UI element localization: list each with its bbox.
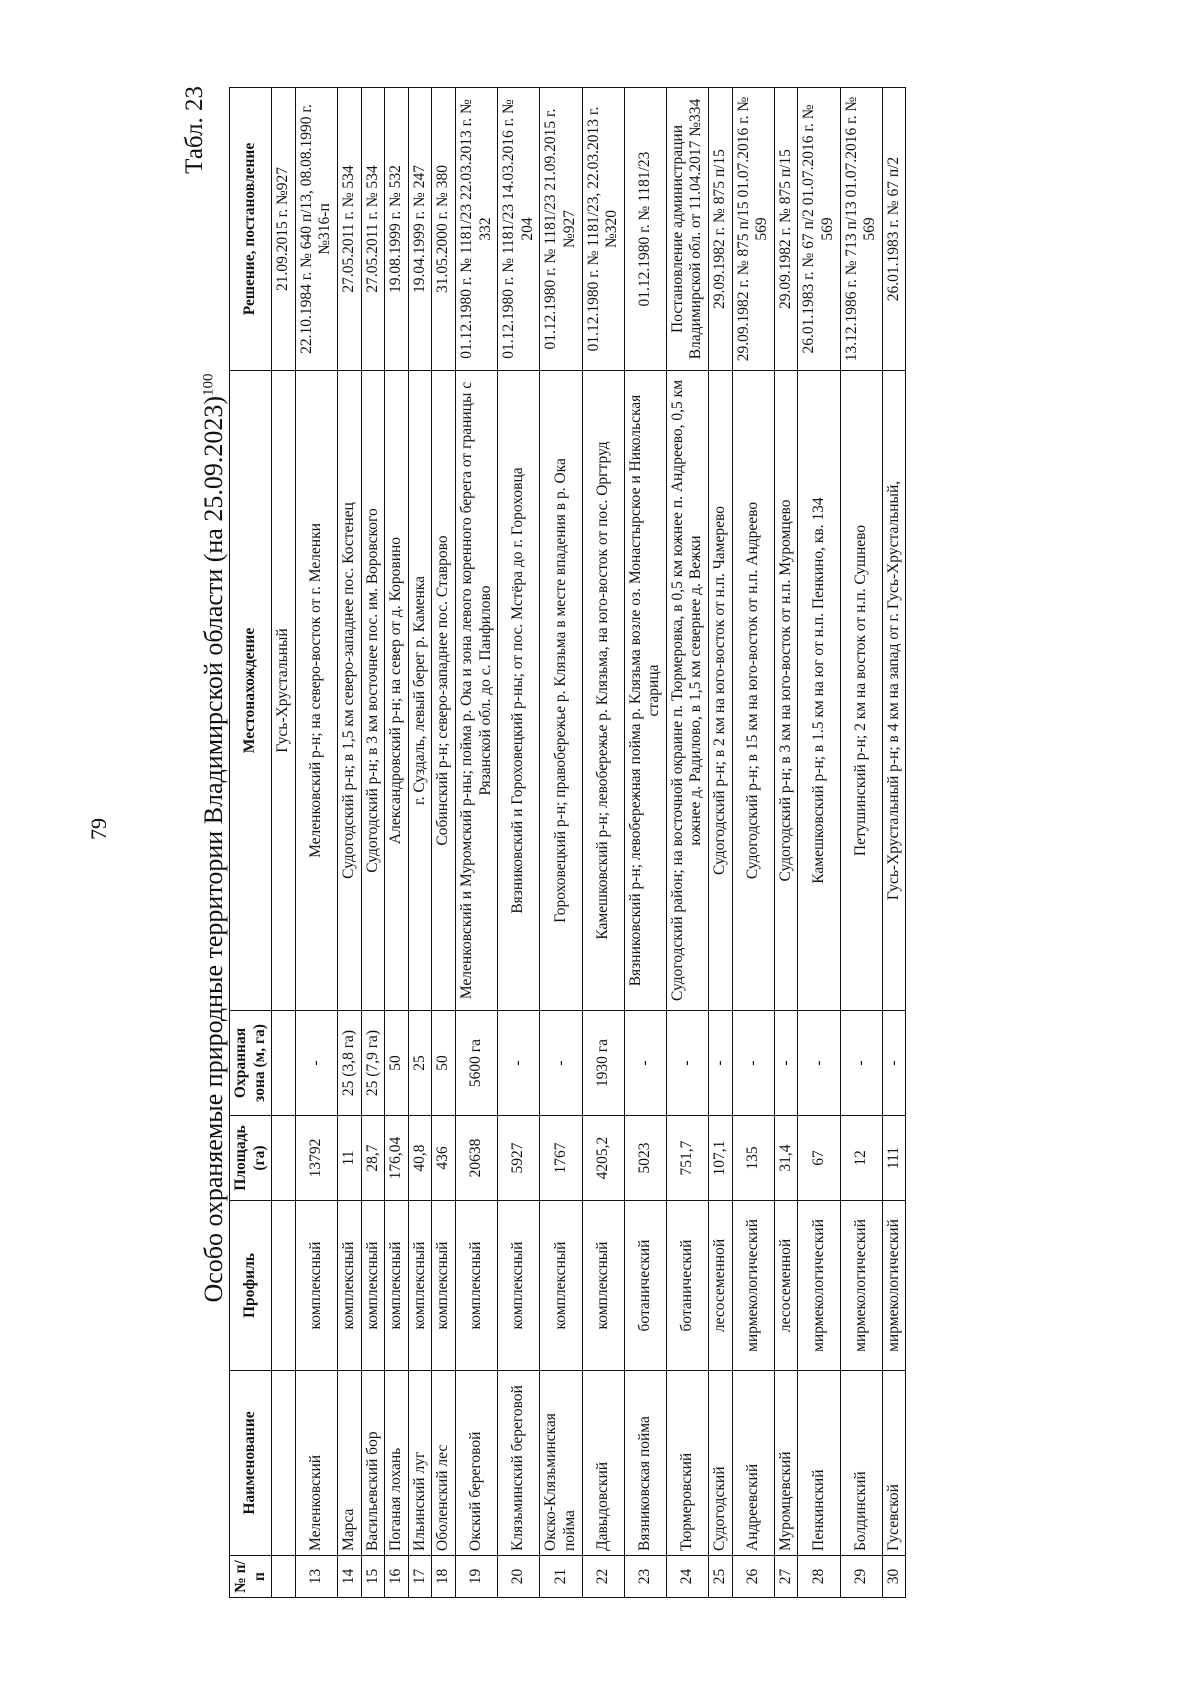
title-footnote-marker: 100: [200, 373, 217, 396]
cell-number: 24: [666, 1556, 708, 1598]
table-row: [624, 88, 666, 1598]
cell-area: 5927: [498, 1116, 540, 1201]
cell-decision: Постановление администрации Владимирской обл. от 11.04.2017 №334: [666, 88, 708, 371]
cell-protection-zone: 50: [432, 1011, 456, 1116]
cell-profile: лесосеменной: [774, 1201, 798, 1371]
cell-decision: 27.05.2011 г. № 534: [337, 88, 361, 371]
cell-protection-zone: -: [882, 1011, 906, 1116]
table-row: [774, 88, 798, 1598]
cell-name: Марса: [337, 1371, 361, 1556]
cell-location: Судогодский район; на восточной окраине п. Тюрмеровка, в 0,5 км южнее п. Андреево, 0,5 км южнее д. Радилово, в 1,5 км севернее д. Вежки: [666, 371, 708, 1011]
cell-profile: ботанический: [666, 1201, 708, 1371]
cell-location: Судогодский р-н; в 1,5 км северо-западнее пос. Костенец: [337, 371, 361, 1011]
cell-profile: комплексный: [432, 1201, 456, 1371]
cell-decision: 13.12.1986 г. № 713 п/13 01.07.2016 г. № 569: [840, 88, 882, 371]
cell-number: 20: [498, 1556, 540, 1598]
cell-location: Судогодский р-н; в 15 км на юго-восток от н.п. Андреево: [732, 371, 774, 1011]
cell-area: 751,7: [666, 1116, 708, 1201]
table-row: [337, 88, 361, 1598]
cell-number: 15: [361, 1556, 385, 1598]
cell-decision: 19.08.1999 г. № 532: [385, 88, 409, 371]
header-area: Площадь (га): [230, 1116, 272, 1201]
cell-area: 4205,2: [582, 1116, 624, 1201]
table-row: [295, 88, 337, 1598]
cell-protection-zone: -: [295, 1011, 337, 1116]
cell-name: Гусевской: [882, 1371, 906, 1556]
cell-name: Судогодский: [709, 1371, 733, 1556]
cell-name: Ильинский луг: [408, 1371, 432, 1556]
cell-area: 40,8: [408, 1116, 432, 1201]
cell-area: 12: [840, 1116, 882, 1201]
cell-name: Пенкинский: [798, 1371, 840, 1556]
cell-profile: комплексный: [582, 1201, 624, 1371]
table-row: [709, 88, 733, 1598]
cell-profile: комплексный: [498, 1201, 540, 1371]
cell-protection-zone: 25 (3,8 га): [337, 1011, 361, 1116]
cell-profile: комплексный: [408, 1201, 432, 1371]
cell-area: 1767: [540, 1116, 582, 1201]
header-profile: Профиль: [230, 1201, 272, 1371]
cell-profile: комплексный: [540, 1201, 582, 1371]
cell-decision: 22.10.1984 г. № 640 п/13, 08.08.1990 г. №316-п: [295, 88, 337, 371]
cell-location: Гороховецкий р-н; правобережье р. Клязьма в месте впадения в р. Ока: [540, 371, 582, 1011]
cell-protection-zone: -: [840, 1011, 882, 1116]
cell-number: 23: [624, 1556, 666, 1598]
page-number: 79: [86, 818, 111, 840]
cell-name: Окско-Клязьминская пойма: [540, 1371, 582, 1556]
cell-area: 13792: [295, 1116, 337, 1201]
cell-area: 11: [337, 1116, 361, 1201]
cell-protection-zone: 25: [408, 1011, 432, 1116]
rotated-table-sheet: [181, 68, 1061, 1608]
cell-number: 18: [432, 1556, 456, 1598]
cell-protection-zone: -: [732, 1011, 774, 1116]
cell-protection-zone: -: [498, 1011, 540, 1116]
cell-name: Окский береговой: [455, 1371, 497, 1556]
table-row: [882, 88, 906, 1598]
cell-profile: мирмекологический: [732, 1201, 774, 1371]
cell-protection-zone: -: [798, 1011, 840, 1116]
cell-protection-zone: 25 (7,9 га): [361, 1011, 385, 1116]
table-row: [582, 88, 624, 1598]
table-number: Табл. 23: [181, 86, 208, 174]
cell-number: 27: [774, 1556, 798, 1598]
header-protection-zone: Охранная зона (м, га): [230, 1011, 272, 1116]
cell-area: 31,4: [774, 1116, 798, 1201]
cell-decision: 29.09.1982 г. № 875 п/15: [774, 88, 798, 371]
cell-location: Собинский р-н; северо-западнее пос. Ставрово: [432, 371, 456, 1011]
cell-decision: 31.05.2000 г. № 380: [432, 88, 456, 371]
cell-number: 17: [408, 1556, 432, 1598]
cell-number: 16: [385, 1556, 409, 1598]
cell-number: 28: [798, 1556, 840, 1598]
cell-number: 13: [295, 1556, 337, 1598]
cell-name: Тюрмеровский: [666, 1371, 708, 1556]
table-header-row: [230, 88, 272, 1598]
cell-name: Болдинский: [840, 1371, 882, 1556]
cell-profile: комплексный: [385, 1201, 409, 1371]
cell-protection-zone: 5600 га: [455, 1011, 497, 1116]
header-decision: Решение, постановление: [230, 88, 272, 371]
cell-protection-zone: 50: [385, 1011, 409, 1116]
cell-name: Андреевский: [732, 1371, 774, 1556]
cell-number: 22: [582, 1556, 624, 1598]
table-title-text: Особо охраняемые природные территории Владимирской области (на 25.09.2023): [199, 395, 228, 1303]
table-row: [798, 88, 840, 1598]
cell-location: Судогодский р-н; в 3 км на юго-восток от н.п. Муромцево: [774, 371, 798, 1011]
header-location: Местонахождение: [230, 371, 272, 1011]
cell-name: Оболенский лес: [432, 1371, 456, 1556]
cell-profile: мирмекологический: [840, 1201, 882, 1371]
cell-number: 30: [882, 1556, 906, 1598]
table-sheet: [181, 68, 1061, 1608]
cell-area: 436: [432, 1116, 456, 1201]
cell-decision: 21.09.2015 г. №927: [272, 88, 296, 371]
table-row-continuation: [272, 88, 296, 1598]
cell-name: Васильевский бор: [361, 1371, 385, 1556]
cell-location: Камешковский р-н; левобережье р. Клязьма, на юго-восток от пос. Оргтруд: [582, 371, 624, 1011]
cell-decision: 19.04.1999 г. № 247: [408, 88, 432, 371]
table-row: [840, 88, 882, 1598]
cell-location: Александровский р-н; на север от д. Коровино: [385, 371, 409, 1011]
cell-protection-zone: -: [666, 1011, 708, 1116]
cell-location: Вязниковский р-н; левобережная пойма р. Клязьма возле оз. Монастырское и Никольская старица: [624, 371, 666, 1011]
cell-number: 19: [455, 1556, 497, 1598]
cell-name: Клязьминский береговой: [498, 1371, 540, 1556]
table-row: [732, 88, 774, 1598]
cell-area: 176,04: [385, 1116, 409, 1201]
cell-location: Гусь-Хрустальный: [272, 371, 296, 1011]
cell-location: г. Суздаль, левый берег р. Каменка: [408, 371, 432, 1011]
cell-location: Меленковский р-н; на северо-восток от г. Меленки: [295, 371, 337, 1011]
cell-name: Меленковский: [295, 1371, 337, 1556]
cell-decision: 26.01.1983 г. № 67 п/2 01.07.2016 г. № 569: [798, 88, 840, 371]
cell-number: 21: [540, 1556, 582, 1598]
cell-area: 20638: [455, 1116, 497, 1201]
table-row: [455, 88, 497, 1598]
cell-decision: 29.09.1982 г. № 875 п/15 01.07.2016 г. № 569: [732, 88, 774, 371]
cell-location: Судогодский р-н; в 3 км восточнее пос. им. Воровского: [361, 371, 385, 1011]
table-row: [432, 88, 456, 1598]
cell-number: 14: [337, 1556, 361, 1598]
cell-profile: комплексный: [337, 1201, 361, 1371]
cell-name: Поганая лохань: [385, 1371, 409, 1556]
cell-profile: мирмекологический: [798, 1201, 840, 1371]
cell-protection-zone: -: [540, 1011, 582, 1116]
cell-profile: мирмекологический: [882, 1201, 906, 1371]
cell-profile: комплексный: [361, 1201, 385, 1371]
cell-profile: ботанический: [624, 1201, 666, 1371]
table-row: [498, 88, 540, 1598]
table-row: [361, 88, 385, 1598]
cell-area: 5023: [624, 1116, 666, 1201]
table-row: [666, 88, 708, 1598]
cell-location: Гусь-Хрустальный р-н; в 4 км на запад от г. Гусь-Хрустальный,: [882, 371, 906, 1011]
cell-decision: 26.01.1983 г. № 67 п/2: [882, 88, 906, 371]
table-row: [540, 88, 582, 1598]
cell-location: Судогодский р-н; в 2 км на юго-восток от н.п. Чамерево: [709, 371, 733, 1011]
cell-decision: 01.12.1980 г. № 1181/23 14.03.2016 г. № 204: [498, 88, 540, 371]
cell-decision: 01.12.1980 г. № 1181/23 21.09.2015 г. №927: [540, 88, 582, 371]
cell-profile: комплексный: [295, 1201, 337, 1371]
header-number: № п/п: [230, 1556, 272, 1598]
cell-area: 135: [732, 1116, 774, 1201]
cell-number: 29: [840, 1556, 882, 1598]
cell-decision: 01.12.1980 г. № 1181/23: [624, 88, 666, 371]
cell-area: 107,1: [709, 1116, 733, 1201]
protected-areas-table: [229, 87, 906, 1598]
cell-protection-zone: -: [624, 1011, 666, 1116]
cell-name: Вязниковская пойма: [624, 1371, 666, 1556]
cell-number: 26: [732, 1556, 774, 1598]
cell-protection-zone: -: [709, 1011, 733, 1116]
cell-decision: 01.12.1980 г. № 1181/23, 22.03.2013 г. №320: [582, 88, 624, 371]
table-row: [385, 88, 409, 1598]
cell-location: Меленковский и Муромский р-ны; пойма р. Ока и зона левого коренного берега от границы с Рязанской обл. до с. Панфилово: [455, 371, 497, 1011]
table-title: [199, 68, 229, 1608]
cell-decision: 29.09.1982 г. № 875 п/15: [709, 88, 733, 371]
cell-decision: 27.05.2011 г. № 534: [361, 88, 385, 371]
cell-protection-zone: -: [774, 1011, 798, 1116]
cell-number: 25: [709, 1556, 733, 1598]
header-name: Наименование: [230, 1371, 272, 1556]
cell-name: Муромцевский: [774, 1371, 798, 1556]
cell-decision: 01.12.1980 г. № 1181/23 22.03.2013 г. № 332: [455, 88, 497, 371]
cell-name: Давыдовский: [582, 1371, 624, 1556]
cell-profile: комплексный: [455, 1201, 497, 1371]
cell-area: 111: [882, 1116, 906, 1201]
table-row: [408, 88, 432, 1598]
cell-location: Камешковский р-н; в 1.5 км на юг от н.п. Пенкино, кв. 134: [798, 371, 840, 1011]
cell-location: Вязниковский и Гороховецкий р-ны; от пос. Мстёра до г. Гороховца: [498, 371, 540, 1011]
cell-area: 28,7: [361, 1116, 385, 1201]
cell-profile: лесосеменной: [709, 1201, 733, 1371]
cell-area: 67: [798, 1116, 840, 1201]
cell-protection-zone: 1930 га: [582, 1011, 624, 1116]
cell-location: Петушинский р-н; 2 км на восток от н.п. Сушнево: [840, 371, 882, 1011]
